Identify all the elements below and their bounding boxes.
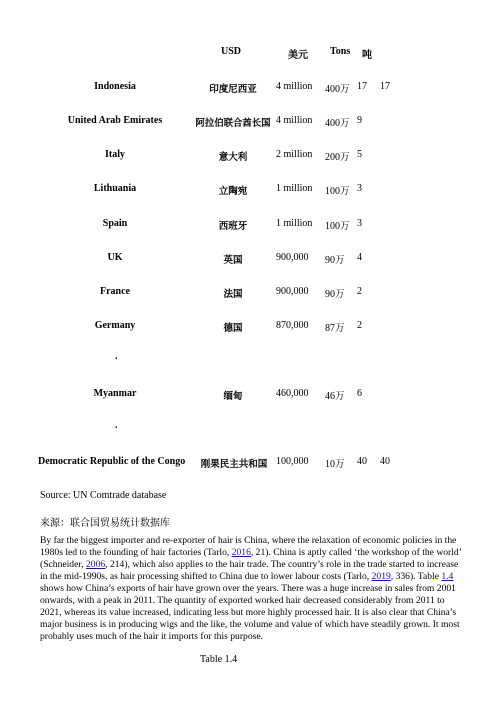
tons-value: 90万 (325, 289, 345, 300)
tons-col2: 40 (380, 456, 390, 467)
usd-value: 900,000 (276, 252, 309, 263)
usd-value: 4 million (276, 115, 313, 126)
usd-value: 1 million (276, 218, 313, 229)
usd-value: 900,000 (276, 286, 309, 297)
country-name: United Arab Emirates (67, 115, 163, 126)
table-row (0, 252, 500, 268)
tons-col1: 4 (357, 252, 362, 263)
tons-col1: 17 (357, 81, 367, 92)
tons-value: 10万 (325, 459, 345, 470)
tons-col1: 3 (357, 218, 362, 229)
usd-value: 460,000 (276, 388, 309, 399)
usd-value: 4 million (276, 81, 313, 92)
table-row (0, 183, 500, 199)
table-caption: Table 1.4 (200, 654, 238, 665)
header-tons-zh: 吨 (362, 50, 372, 61)
tons-value: 46万 (325, 391, 345, 402)
table-row (0, 320, 500, 336)
country-name-zh: 阿拉伯联合酋长国 (195, 118, 271, 129)
tons-col1: 9 (357, 115, 362, 126)
usd-value: 1 million (276, 183, 313, 194)
country-name-zh: 西班牙 (218, 221, 248, 232)
tons-col1: 40 (357, 456, 367, 467)
tons-col1: 6 (357, 388, 362, 399)
country-name-zh: 印度尼西亚 (209, 84, 257, 95)
table-row (0, 115, 500, 131)
table-row (0, 218, 500, 234)
tons-col1: 3 (357, 183, 362, 194)
country-name: Spain (102, 218, 128, 229)
source-note: Source: UN Comtrade database (40, 490, 167, 501)
header-tons: Tons (330, 46, 351, 57)
country-name-zh: 法国 (223, 289, 243, 300)
tons-value: 100万 (325, 221, 350, 232)
tons-col2: 17 (380, 81, 390, 92)
country-name-zh: 缅甸 (223, 391, 243, 402)
country-name: Myanmar (93, 388, 137, 399)
body-paragraph: By far the biggest importer and re-exporter of hair is China, where the relaxation of economic policies in the 1980s led to the founding of hair factories (Tarlo, 2016, 21). China is aptly called ‘the workshop of the world’ (Schneider, 2006, 214), which also applies to the hair trade. The country’s role in the trade started to increase in the mid-1990s, as hair processing shifted to China due to lower labour costs (Tarlo, 2019, 336). Table 1.4 shows how China’s exports of hair have grown over the years. There was a huge increase in sales from 2001 onwards, with a peak in 2011. The quantity of exported worked hair decreased considerably from 2011 to 2021, whereas its value increased, indicating less but more highly processed hair. It is also clear that China’s major business is in producing wigs and the like, the volume and value of which have steadily grown. It most probably uses much of the hair it imports for this purpose. (40, 535, 462, 642)
tons-value: 90万 (325, 255, 345, 266)
country-name: France (100, 286, 130, 297)
country-name: Democratic Republic of the Congo (38, 456, 186, 467)
country-name: Indonesia (94, 81, 136, 92)
country-name: Lithuania (93, 183, 137, 194)
usd-value: 2 million (276, 149, 313, 160)
citation-link-2019[interactable]: 2019 (371, 571, 391, 582)
table-ref-link[interactable]: 1.4 (441, 571, 454, 582)
citation-link-2006[interactable]: 2006 (85, 559, 106, 570)
tons-value: 87万 (325, 323, 345, 334)
header-usd: USD (221, 46, 242, 57)
tons-col1: 5 (357, 149, 362, 160)
tons-value: 100万 (325, 186, 350, 197)
table-row (0, 149, 500, 165)
ellipsis-dot: . (115, 420, 118, 431)
tons-value: 200万 (325, 152, 350, 163)
country-name: UK (107, 252, 123, 263)
table-row (0, 81, 500, 97)
tons-value: 400万 (325, 84, 350, 95)
citation-link-2016[interactable]: 2016 (231, 547, 251, 558)
tons-col1: 2 (357, 320, 362, 331)
country-name-zh: 德国 (223, 323, 243, 334)
country-name-zh: 英国 (223, 255, 243, 266)
country-name-zh: 刚果民主共和国 (200, 459, 268, 470)
country-name: Germany (94, 320, 136, 331)
usd-value: 870,000 (276, 320, 309, 331)
source-note-zh: 来源：联合国贸易统计数据库 (40, 518, 170, 529)
ellipsis-dot: . (115, 351, 118, 362)
country-name: Italy (105, 149, 125, 160)
table-row (0, 456, 500, 472)
table-row (0, 286, 500, 302)
table-row (0, 388, 500, 404)
tons-col1: 2 (357, 286, 362, 297)
country-name-zh: 立陶宛 (218, 186, 248, 197)
country-name-zh: 意大利 (218, 152, 248, 163)
usd-value: 100,000 (276, 456, 309, 467)
tons-value: 400万 (325, 118, 350, 129)
header-usd-zh: 美元 (288, 50, 308, 61)
